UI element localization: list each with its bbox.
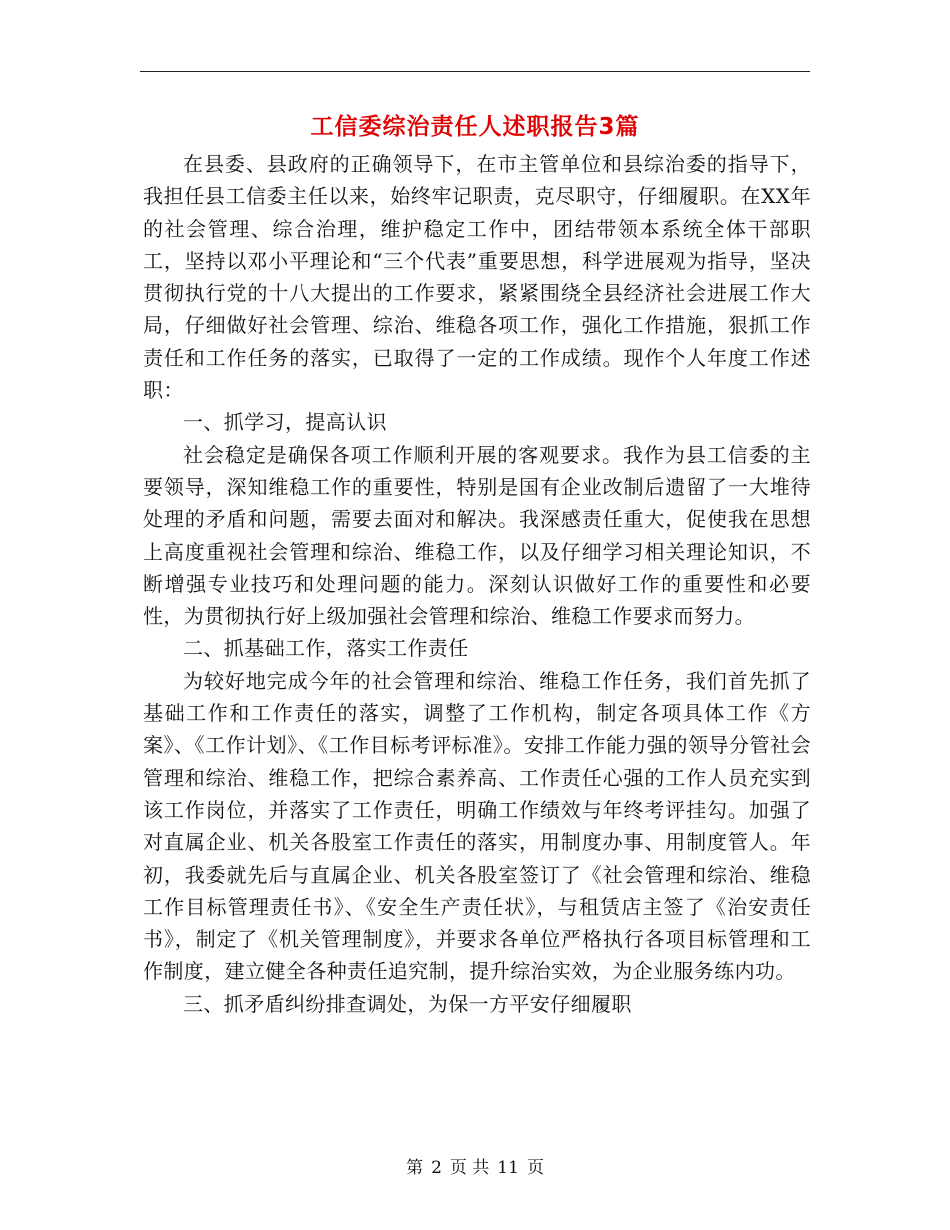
section-heading-2: 二、抓基础工作，落实工作责任	[183, 636, 469, 661]
footer-middle: 页 共	[449, 1158, 490, 1178]
document-title: 工信委综治责任人述职报告3篇	[310, 114, 640, 140]
page-footer	[0, 1153, 950, 1178]
paragraph-intro: 在县委、县政府的正确领导下，在市主管单位和县综治委的指导下，我担任县工信委主任以来，始终牢记职责，克尽职守，仔细履职。在XX年的社会管理、综合治理，维护稳定工作中，团结带领本系统全体干部职工，坚持以邓小平理论和“三个代表”重要思想，科学进展观为指导，坚决贯彻执行党的十八大提出的工作要求，紧紧围绕全县经济社会进展工作大局，仔细做好社会管理、综治、维稳各项工作，强化工作措施，狠抓工作责任和工作任务的落实，已取得了一定的工作成绩。现作个人年度工作述职：	[143, 152, 811, 403]
document-body	[143, 148, 811, 1020]
footer-prefix: 第	[406, 1158, 424, 1178]
footer-page-number: 2	[431, 1158, 442, 1178]
footer-total-pages: 11	[497, 1158, 519, 1178]
paragraph-section-1: 社会稳定是确保各项工作顺利开展的客观要求。我作为县工信委的主要领导，深知维稳工作的重要性，特别是国有企业改制后遗留了一大堆待处理的矛盾和问题，需要去面对和解决。我深感责任重大，促使我在思想上高度重视社会管理和综治、维稳工作，以及仔细学习相关理论知识，不断增强专业技巧和处理问题的能力。深刻认识做好工作的重要性和必要性，为贯彻执行好上级加强社会管理和综治、维稳工作要求而努力。	[143, 442, 811, 629]
section-heading-1: 一、抓学习，提高认识	[183, 410, 387, 435]
paragraph-section-2: 为较好地完成今年的社会管理和综治、维稳工作任务，我们首先抓了基础工作和工作责任的落实，调整了工作机构，制定各项具体工作《方案》、《工作计划》、《工作目标考评标准》。安排工作能力强的领导分管社会管理和综治、维稳工作，把综合素养高、工作责任心强的工作人员充实到该工作岗位，并落实了工作责任，明确工作绩效与年终考评挂勾。加强了对直属企业、机关各股室工作责任的落实，用制度办事、用制度管人。年初，我委就先后与直属企业、机关各股室签订了《社会管理和综治、维稳工作目标管理责任书》、《安全生产责任状》，与租赁店主签了《治安责任书》，制定了《机关管理制度》，并要求各单位严格执行各项目标管理和工作制度，建立健全各种责任追究制，提升综治实效，为企业服务练内功。	[143, 668, 811, 984]
section-heading-3: 三、抓矛盾纠纷排查调处，为保一方平安仔细履职	[183, 991, 632, 1016]
footer-suffix: 页	[526, 1158, 544, 1178]
header-rule	[140, 71, 810, 72]
